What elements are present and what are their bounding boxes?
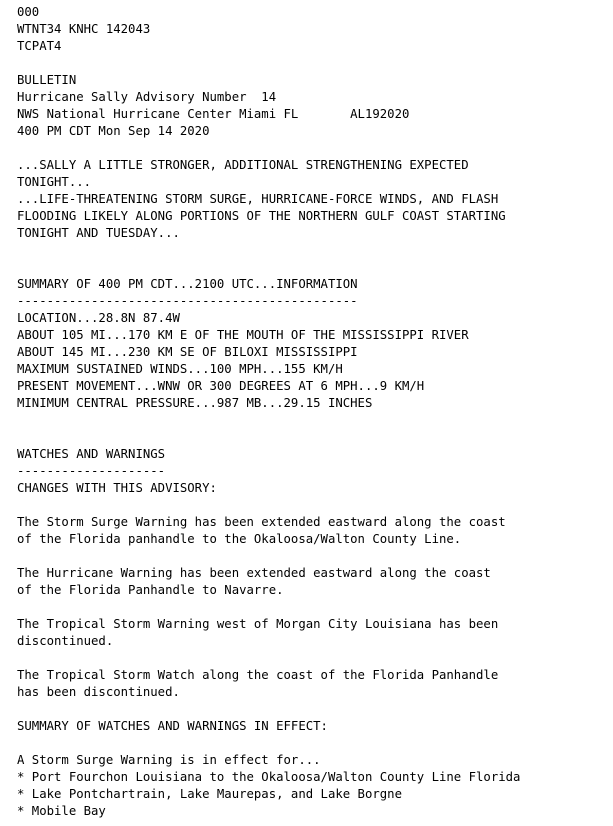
- product-id-line: 000: [17, 5, 40, 19]
- summary-in-effect-heading: SUMMARY OF WATCHES AND WARNINGS IN EFFECT:: [17, 719, 328, 733]
- change-tropical-storm-watch: The Tropical Storm Watch along the coast of the Florida Panhandle: [17, 668, 499, 682]
- headline-line: TONIGHT AND TUESDAY...: [17, 226, 180, 240]
- blank-line: [17, 242, 520, 259]
- headline-line: ...LIFE-THREATENING STORM SURGE, HURRICANE-FORCE WINDS, AND FLASH: [17, 192, 499, 206]
- issuing-office-line: NWS National Hurricane Center Miami FL AL192020: [17, 107, 410, 121]
- change-tropical-storm-watch: has been discontinued.: [17, 685, 180, 699]
- summary-heading: SUMMARY OF 400 PM CDT...2100 UTC...INFORMATION: [17, 277, 358, 291]
- blank-line: [17, 599, 520, 616]
- blank-line: [17, 429, 520, 446]
- change-storm-surge-warning: The Storm Surge Warning has been extended eastward along the coast: [17, 515, 506, 529]
- awips-id-line: TCPAT4: [17, 39, 62, 53]
- blank-line: [17, 548, 520, 565]
- blank-line: [17, 497, 520, 514]
- advisory-text-document: [17, 4, 520, 820]
- summary-movement: PRESENT MOVEMENT...WNW OR 300 DEGREES AT 6 MPH...9 KM/H: [17, 379, 425, 393]
- blank-line: [17, 259, 520, 276]
- summary-distance-mississippi: ABOUT 105 MI...170 KM E OF THE MOUTH OF THE MISSISSIPPI RIVER: [17, 328, 469, 342]
- headline-line: TONIGHT...: [17, 175, 92, 189]
- watches-warnings-heading: WATCHES AND WARNINGS: [17, 447, 166, 461]
- summary-distance-biloxi: ABOUT 145 MI...230 KM SE OF BILOXI MISSISSIPPI: [17, 345, 358, 359]
- blank-line: [17, 701, 520, 718]
- bulletin-label: BULLETIN: [17, 73, 77, 87]
- wmo-header-line: WTNT34 KNHC 142043: [17, 22, 151, 36]
- blank-line: [17, 650, 520, 667]
- warning-area-item: * Lake Pontchartrain, Lake Maurepas, and Lake Borgne: [17, 787, 402, 801]
- section-divider: ----------------------------------------------: [17, 294, 358, 308]
- summary-location: LOCATION...28.8N 87.4W: [17, 311, 180, 325]
- change-hurricane-warning: The Hurricane Warning has been extended eastward along the coast: [17, 566, 491, 580]
- changes-heading: CHANGES WITH THIS ADVISORY:: [17, 481, 217, 495]
- warning-area-item: * Mobile Bay: [17, 804, 106, 818]
- blank-line: [17, 55, 520, 72]
- change-hurricane-warning: of the Florida Panhandle to Navarre.: [17, 583, 284, 597]
- summary-pressure: MINIMUM CENTRAL PRESSURE...987 MB...29.15 INCHES: [17, 396, 373, 410]
- advisory-title: Hurricane Sally Advisory Number 14: [17, 90, 277, 104]
- section-divider: --------------------: [17, 464, 166, 478]
- storm-surge-warning-intro: A Storm Surge Warning is in effect for...: [17, 753, 321, 767]
- issue-time-line: 400 PM CDT Mon Sep 14 2020: [17, 124, 210, 138]
- summary-max-winds: MAXIMUM SUSTAINED WINDS...100 MPH...155 KM/H: [17, 362, 343, 376]
- blank-line: [17, 735, 520, 752]
- warning-area-item: * Port Fourchon Louisiana to the Okaloosa/Walton County Line Florida: [17, 770, 521, 784]
- blank-line: [17, 140, 520, 157]
- change-storm-surge-warning: of the Florida panhandle to the Okaloosa/Walton County Line.: [17, 532, 462, 546]
- headline-line: ...SALLY A LITTLE STRONGER, ADDITIONAL STRENGTHENING EXPECTED: [17, 158, 469, 172]
- blank-line: [17, 412, 520, 429]
- change-tropical-storm-warning: The Tropical Storm Warning west of Morgan City Louisiana has been: [17, 617, 499, 631]
- headline-line: FLOODING LIKELY ALONG PORTIONS OF THE NORTHERN GULF COAST STARTING: [17, 209, 506, 223]
- change-tropical-storm-warning: discontinued.: [17, 634, 114, 648]
